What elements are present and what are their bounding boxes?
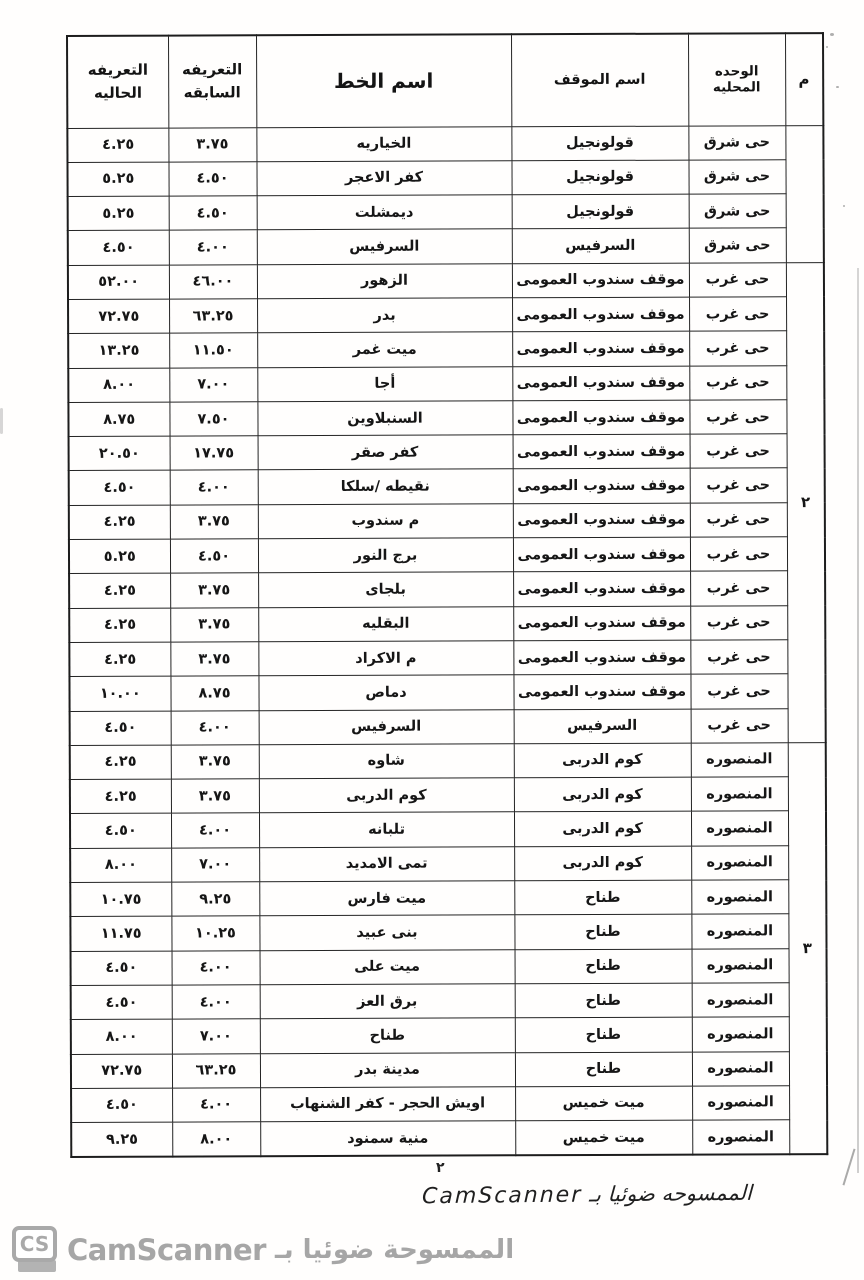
- current-tariff-cell: ٩.٢٥: [71, 1122, 172, 1157]
- col-header-index: م: [785, 33, 823, 125]
- local-unit-cell: حى غرب: [689, 262, 786, 297]
- current-tariff-cell: ٤.٥٠: [70, 711, 171, 746]
- local-unit-cell: المنصوره: [692, 948, 789, 983]
- table-row: [69, 502, 825, 539]
- current-tariff-cell: ٤.٢٥: [69, 642, 170, 677]
- col-header-line-name: اسم الخط: [256, 34, 511, 127]
- table-row: [70, 880, 826, 917]
- stop-name-cell: ميت خميس: [515, 1086, 692, 1121]
- local-unit-cell: المنصوره: [692, 1086, 789, 1121]
- stop-name-cell: طناح: [514, 914, 691, 949]
- current-tariff-cell: ٤.٥٠: [70, 814, 171, 849]
- previous-tariff-cell: ٣.٧٥: [171, 745, 259, 780]
- local-unit-cell: المنصوره: [691, 777, 788, 812]
- stop-name-cell: كوم الدربى: [514, 846, 691, 881]
- previous-tariff-cell: ٧.٥٠: [169, 402, 257, 437]
- col-header-current-tariff: التعريفه الحاليه: [67, 36, 168, 128]
- line-name-cell: م سندوب: [258, 504, 513, 539]
- current-tariff-cell: ٨.٧٥: [68, 402, 169, 437]
- table-row: [70, 777, 826, 814]
- stop-name-cell: قولونجيل: [511, 126, 688, 161]
- table-row: [69, 468, 825, 505]
- previous-tariff-cell: ٤.٠٠: [171, 813, 259, 848]
- stop-name-cell: موقف سندوب العمومى: [513, 469, 690, 504]
- current-tariff-cell: ١٣.٢٥: [68, 333, 169, 368]
- line-name-cell: شاوه: [259, 744, 514, 779]
- current-tariff-cell: ٥.٢٥: [67, 162, 168, 197]
- col-header-previous-tariff: التعريفه السابقه: [168, 35, 256, 127]
- table-row: [68, 365, 824, 402]
- local-unit-cell: حى شرق: [688, 125, 785, 160]
- current-tariff-cell: ٨.٠٠: [70, 848, 171, 883]
- table-row: [68, 262, 824, 299]
- stop-name-cell: موقف سندوب العمومى: [512, 297, 689, 332]
- line-name-cell: برج النور: [258, 538, 513, 573]
- table-row: [69, 571, 825, 608]
- local-unit-cell: حى غرب: [691, 708, 788, 743]
- line-name-cell: الخياريه: [256, 126, 511, 161]
- stop-name-cell: موقف سندوب العمومى: [512, 263, 689, 298]
- current-tariff-cell: ٥.٢٥: [68, 196, 169, 231]
- stop-name-cell: قولونجيل: [511, 160, 688, 195]
- line-name-cell: السرفيس: [257, 229, 512, 264]
- stop-name-cell: طناح: [515, 1052, 692, 1087]
- current-tariff-cell: ٤.٢٥: [69, 608, 170, 643]
- table-row: [69, 640, 825, 677]
- previous-tariff-cell: ٤٦.٠٠: [169, 264, 257, 299]
- table-row: [68, 399, 824, 436]
- stop-name-cell: السرفيس: [514, 709, 691, 744]
- table-row: [69, 605, 825, 642]
- line-name-cell: بنى عبيد: [259, 915, 514, 950]
- previous-tariff-cell: ٦٣.٢٥: [169, 299, 257, 334]
- table-row: [68, 194, 824, 231]
- line-name-cell: مدينة بدر: [260, 1052, 515, 1087]
- local-unit-cell: حى غرب: [690, 640, 787, 675]
- line-name-cell: تلبانه: [259, 812, 514, 847]
- previous-tariff-cell: ٤.٥٠: [170, 539, 258, 574]
- stop-name-cell: موقف سندوب العمومى: [513, 503, 690, 538]
- previous-tariff-cell: ٤.٠٠: [170, 470, 258, 505]
- table-row: [68, 297, 824, 334]
- watermark-brand-text: CamScanner: [67, 1233, 266, 1267]
- current-tariff-cell: ١٠.٠٠: [69, 676, 170, 711]
- stop-name-cell: كوم الدربى: [514, 743, 691, 778]
- scan-page-edge: [857, 268, 859, 1173]
- table-row: [69, 537, 825, 574]
- line-name-cell: البقليه: [258, 606, 513, 641]
- stop-name-cell: ميت خميس: [515, 1120, 692, 1155]
- previous-tariff-cell: ٨.٧٥: [170, 676, 258, 711]
- current-tariff-cell: ٤.٢٥: [70, 745, 171, 780]
- previous-tariff-cell: ٣.٧٥: [170, 573, 258, 608]
- line-name-cell: بلجاى: [258, 572, 513, 607]
- scan-note-handwritten: [422, 1180, 853, 1210]
- watermark-arabic-text: الممسوحة ضوئيا بـ: [274, 1235, 515, 1265]
- camscanner-watermark: [12, 1226, 516, 1274]
- previous-tariff-cell: ١٧.٧٥: [170, 436, 258, 471]
- table-row: [71, 1051, 827, 1088]
- cs-badge-label: CS: [12, 1226, 57, 1262]
- table-row: [69, 674, 825, 711]
- line-name-cell: نقيطه /سلكا: [258, 469, 513, 504]
- local-unit-cell: حى غرب: [689, 297, 786, 332]
- previous-tariff-cell: ٤.٠٠: [171, 710, 259, 745]
- previous-tariff-cell: ٧.٠٠: [169, 367, 257, 402]
- local-unit-cell: المنصوره: [691, 743, 788, 778]
- scan-note-arabic-text: الممسوحه ضوئيا بـ: [588, 1180, 753, 1207]
- header-row: [67, 33, 823, 128]
- local-unit-cell: حى غرب: [690, 537, 787, 572]
- current-tariff-cell: ٤.٥٠: [68, 230, 169, 265]
- line-name-cell: أجا: [257, 366, 512, 401]
- local-unit-cell: المنصوره: [692, 1017, 789, 1052]
- table-row: [71, 1085, 827, 1122]
- current-tariff-cell: ١٠.٧٥: [70, 882, 171, 917]
- line-name-cell: الزهور: [257, 263, 512, 298]
- previous-tariff-cell: ٤.٠٠: [172, 1088, 260, 1123]
- current-tariff-cell: ٤.٥٠: [71, 951, 172, 986]
- table-row: [71, 948, 827, 985]
- line-name-cell: السنبلاوين: [257, 401, 512, 436]
- previous-tariff-cell: ٣.٧٥: [170, 642, 258, 677]
- line-name-cell: م الاكراد: [258, 641, 513, 676]
- line-name-cell: ميت على: [260, 949, 515, 984]
- local-unit-cell: حى شرق: [689, 228, 786, 263]
- stop-name-cell: موقف سندوب العمومى: [513, 606, 690, 641]
- current-tariff-cell: ٥٢.٠٠: [68, 265, 169, 300]
- stop-name-cell: موقف سندوب العمومى: [513, 674, 690, 709]
- current-tariff-cell: ٨.٠٠: [71, 1019, 172, 1054]
- table-row: [70, 811, 826, 848]
- line-name-cell: ميت غمر: [257, 332, 512, 367]
- previous-tariff-cell: ٣.٧٥: [171, 779, 259, 814]
- table-row: [70, 845, 826, 882]
- local-unit-cell: حى شرق: [688, 160, 785, 195]
- table-row: [70, 708, 826, 745]
- col-header-local-unit: الوحده المحليه: [688, 33, 785, 125]
- previous-tariff-cell: ١١.٥٠: [169, 333, 257, 368]
- local-unit-cell: المنصوره: [691, 880, 788, 915]
- local-unit-cell: المنصوره: [692, 1051, 789, 1086]
- col-header-stop-name: اسم الموقف: [511, 34, 688, 127]
- stop-name-cell: موقف سندوب العمومى: [513, 537, 690, 572]
- current-tariff-cell: ٥.٢٥: [69, 539, 170, 574]
- line-name-cell: كفر الاعجر: [256, 161, 511, 196]
- local-unit-cell: حى غرب: [690, 605, 787, 640]
- table-row: [68, 331, 824, 368]
- scan-speck: [830, 33, 834, 36]
- previous-tariff-cell: ٤.٥٠: [168, 162, 256, 197]
- previous-tariff-cell: ٤.٠٠: [169, 230, 257, 265]
- stop-name-cell: السرفيس: [512, 229, 689, 264]
- line-name-cell: اويش الحجر - كفر الشنهاب: [260, 1087, 515, 1122]
- current-tariff-cell: ٤.٢٥: [69, 573, 170, 608]
- line-name-cell: برق العز: [260, 984, 515, 1019]
- line-name-cell: كوم الدربى: [259, 778, 514, 813]
- scan-speck: [836, 86, 839, 88]
- stop-name-cell: موقف سندوب العمومى: [513, 571, 690, 606]
- stop-name-cell: موقف سندوب العمومى: [512, 331, 689, 366]
- previous-tariff-cell: ٣.٧٥: [170, 505, 258, 540]
- table-row: [71, 1017, 827, 1054]
- scan-speck: [843, 205, 845, 207]
- previous-tariff-cell: ٣.٧٥: [168, 127, 256, 162]
- scan-note-brand-text: CamScanner: [421, 1182, 583, 1210]
- current-tariff-cell: ٧٢.٧٥: [68, 299, 169, 334]
- previous-tariff-cell: ٩.٢٥: [171, 882, 259, 917]
- local-unit-cell: المنصوره: [691, 914, 788, 949]
- line-name-cell: بدر: [257, 298, 512, 333]
- fare-table-header: [67, 33, 823, 128]
- camscanner-cs-icon: [12, 1226, 58, 1274]
- line-name-cell: كفر صقر: [258, 435, 513, 470]
- previous-tariff-cell: ٧.٠٠: [172, 1019, 260, 1054]
- table-row: [70, 742, 826, 779]
- current-tariff-cell: ٤.٥٠: [71, 985, 172, 1020]
- previous-tariff-cell: ٧.٠٠: [171, 847, 259, 882]
- stop-name-cell: طناح: [515, 983, 692, 1018]
- group-index-cell: [785, 125, 824, 262]
- group-index-cell: ٢: [786, 262, 826, 742]
- previous-tariff-cell: ٤.٠٠: [172, 985, 260, 1020]
- local-unit-cell: حى غرب: [690, 434, 787, 469]
- line-name-cell: تمى الامديد: [259, 847, 514, 882]
- local-unit-cell: حى شرق: [689, 194, 786, 229]
- current-tariff-cell: ٤.٥٠: [71, 1088, 172, 1123]
- fare-table: [66, 32, 828, 1158]
- current-tariff-cell: ٨.٠٠: [68, 368, 169, 403]
- stop-name-cell: موقف سندوب العمومى: [512, 366, 689, 401]
- stop-name-cell: كوم الدربى: [514, 777, 691, 812]
- table-row: [71, 1120, 827, 1157]
- stop-name-cell: موقف سندوب العمومى: [512, 400, 689, 435]
- stop-name-cell: موقف سندوب العمومى: [513, 640, 690, 675]
- previous-tariff-cell: ٣.٧٥: [170, 607, 258, 642]
- stop-name-cell: قولونجيل: [512, 194, 689, 229]
- current-tariff-cell: ٢٠.٥٠: [69, 436, 170, 471]
- local-unit-cell: حى غرب: [689, 331, 786, 366]
- local-unit-cell: حى غرب: [690, 503, 787, 538]
- page-number: ٢: [436, 1160, 445, 1176]
- table-row: [68, 228, 824, 265]
- local-unit-cell: المنصوره: [691, 845, 788, 880]
- local-unit-cell: المنصوره: [691, 811, 788, 846]
- local-unit-cell: حى غرب: [690, 468, 787, 503]
- previous-tariff-cell: ١٠.٢٥: [171, 916, 259, 951]
- line-name-cell: دماص: [258, 675, 513, 710]
- table-row: [67, 125, 823, 162]
- scan-smudge: [0, 408, 3, 434]
- current-tariff-cell: ٧٢.٧٥: [71, 1054, 172, 1089]
- table-row: [71, 983, 827, 1020]
- line-name-cell: طناح: [260, 1018, 515, 1053]
- local-unit-cell: المنصوره: [692, 983, 789, 1018]
- local-unit-cell: حى غرب: [690, 571, 787, 606]
- current-tariff-cell: ١١.٧٥: [70, 916, 171, 951]
- stop-name-cell: طناح: [514, 880, 691, 915]
- current-tariff-cell: ٤.٢٥: [67, 128, 168, 163]
- previous-tariff-cell: ٦٣.٢٥: [172, 1053, 260, 1088]
- local-unit-cell: حى غرب: [690, 674, 787, 709]
- table-row: [67, 159, 823, 196]
- line-name-cell: منية سمنود: [260, 1121, 515, 1156]
- local-unit-cell: حى غرب: [689, 365, 786, 400]
- current-tariff-cell: ٤.٢٥: [70, 779, 171, 814]
- previous-tariff-cell: ٤.٠٠: [172, 950, 260, 985]
- local-unit-cell: المنصوره: [692, 1120, 789, 1155]
- table-row: [69, 434, 825, 471]
- stop-name-cell: طناح: [515, 1017, 692, 1052]
- stop-name-cell: طناح: [515, 949, 692, 984]
- line-name-cell: السرفيس: [259, 709, 514, 744]
- fare-table-body: [67, 125, 827, 1157]
- local-unit-cell: حى غرب: [689, 400, 786, 435]
- current-tariff-cell: ٤.٢٥: [69, 505, 170, 540]
- previous-tariff-cell: ٨.٠٠: [172, 1122, 260, 1157]
- stop-name-cell: كوم الدربى: [514, 812, 691, 847]
- scan-speck: [826, 46, 828, 48]
- line-name-cell: ميت فارس: [259, 881, 514, 916]
- table-row: [70, 914, 826, 951]
- line-name-cell: ديمشلت: [257, 195, 512, 230]
- group-index-cell: ٣: [788, 742, 828, 1154]
- current-tariff-cell: ٤.٥٠: [69, 471, 170, 506]
- previous-tariff-cell: ٤.٥٠: [169, 196, 257, 231]
- stop-name-cell: موقف سندوب العمومى: [513, 434, 690, 469]
